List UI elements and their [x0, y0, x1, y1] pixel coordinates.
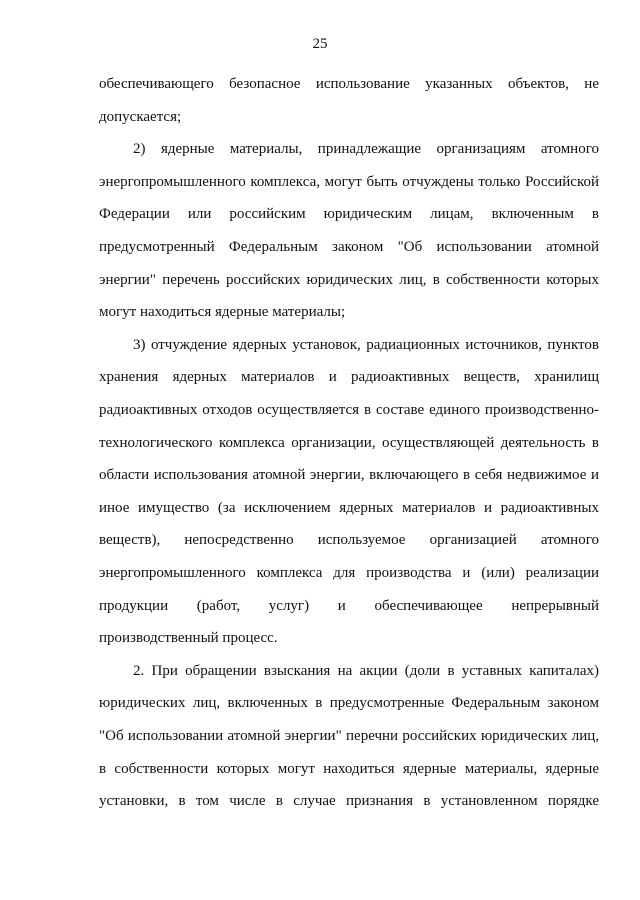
text-line: энергопромышленного комплекса для производства и (или) реализации	[99, 565, 599, 581]
text-line: хранения ядерных материалов и радиоактивных веществ, хранилищ	[99, 369, 599, 386]
text-line: установки, в том числе в случае признания в установленном порядке	[99, 793, 599, 810]
text-line: в собственности которых могут находиться ядерные материалы, ядерные	[99, 760, 599, 777]
text-line: радиоактивных отходов осуществляется в составе единого производственно-	[99, 402, 599, 418]
text-line: области использования атомной энергии, включающего в себя недвижимое и	[99, 467, 599, 484]
text-line: иное имущество (за исключением ядерных материалов и радиоактивных	[99, 499, 599, 516]
text-line: "Об использовании атомной энергии" перечни российских юридических лиц,	[99, 728, 599, 744]
text-line: 3) отчуждение ядерных установок, радиационных источников, пунктов	[133, 336, 599, 353]
text-line: технологического комплекса организации, осуществляющей деятельность в	[99, 434, 599, 451]
text-line: 2) ядерные материалы, принадлежащие организациям атомного	[133, 141, 599, 158]
text-line: могут находиться ядерные материалы;	[99, 304, 346, 321]
text-line: энергопромышленного комплекса, могут быть отчуждены только Российской	[99, 173, 599, 190]
text-line: допускается;	[99, 108, 182, 125]
text-line: юридических лиц, включенных в предусмотренные Федеральным законом	[99, 695, 599, 712]
page-number: 25	[312, 36, 328, 52]
text-line: обеспечивающего безопасное использование указанных объектов, не	[99, 76, 599, 92]
text-line: веществ), непосредственно используемое организацией атомного	[99, 532, 599, 549]
text-line: энергии" перечень российских юридических лиц, в собственности которых	[99, 271, 599, 288]
text-line: продукции (работ, услуг) и обеспечивающее непрерывный	[99, 597, 599, 614]
text-line: предусмотренный Федеральным законом "Об использовании атомной	[99, 239, 599, 255]
text-line: 2. При обращении взыскания на акции (доли в уставных капиталах)	[133, 662, 599, 679]
text-line: Федерации или российским юридическим лицам, включенным в	[99, 206, 599, 223]
text-line: производственный процесс.	[99, 630, 278, 647]
